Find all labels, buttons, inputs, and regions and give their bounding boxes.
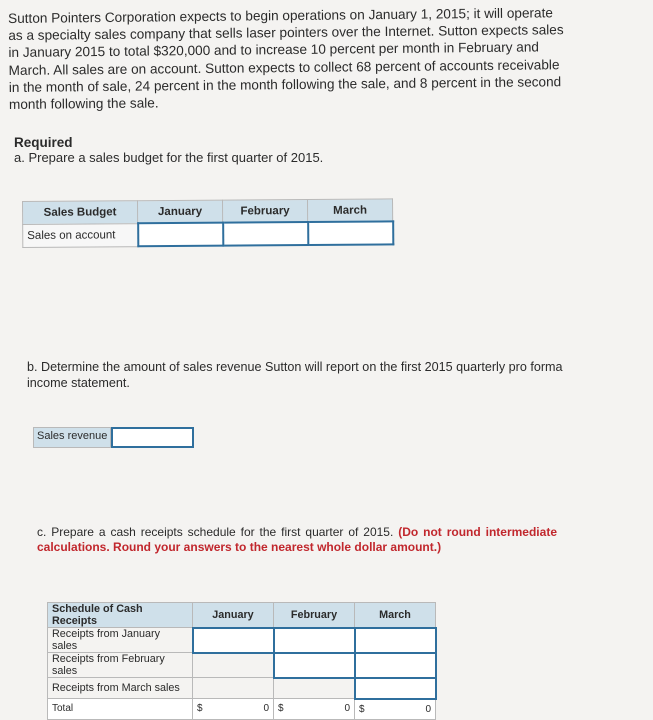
receipts-jan-sales-jan-input[interactable] [193,628,274,653]
receipts-jan-sales-mar-input[interactable] [355,628,436,653]
sales-on-account-row [23,221,393,247]
part-c-instruction: (Do not round intermediate calculations. Round your answers to the nearest whole dollar amount.) [37,525,557,554]
receipts-jan-sales-label: Receipts from January sales [48,628,193,653]
part-b-prompt: b. Determine the amount of sales revenue Sutton will report on the first 2015 quarterly pro forma income statement. [27,360,563,390]
required-heading: Required [14,135,73,150]
cash-receipts-header: Schedule of Cash Receipts [48,603,193,628]
receipts-mar-sales-label: Receipts from March sales [48,678,193,699]
total-feb [274,699,355,720]
total-feb-value: 0 [344,703,350,715]
cash-receipts-month-feb: February [274,603,355,628]
sales-revenue-field [33,427,194,448]
sales-mar-input[interactable] [308,221,393,245]
receipts-feb-sales-mar-input[interactable] [355,653,436,678]
sales-jan-input[interactable] [138,223,223,247]
receipts-mar-sales-jan-cell [193,678,274,699]
receipts-jan-sales-feb-input[interactable] [274,628,355,653]
receipts-mar-sales-mar-input[interactable] [355,678,436,699]
cash-receipts-month-jan: January [193,603,274,628]
receipts-feb-sales-jan-cell [193,653,274,678]
total-jan-currency: $ [197,703,203,715]
sales-on-account-label: Sales on account [23,223,138,247]
sales-revenue-label: Sales revenue [33,427,111,448]
part-a-prompt: a. Prepare a sales budget for the first quarter of 2015. [14,150,324,165]
sales-feb-input[interactable] [223,222,308,246]
table-row [48,628,436,653]
total-jan [193,699,274,720]
sales-budget-table [22,198,394,248]
sales-budget-header: Sales Budget [23,201,138,224]
sales-revenue-input[interactable] [111,427,194,448]
receipts-mar-sales-feb-cell [274,678,355,699]
sales-budget-month-jan: January [138,200,223,223]
cash-receipts-header-row [48,603,436,628]
part-c-text: c. Prepare a cash receipts schedule for the first quarter of 2015. [37,525,394,539]
sales-budget-month-feb: February [222,200,307,223]
sales-budget-header-row [23,199,393,224]
receipts-feb-sales-feb-input[interactable] [274,653,355,678]
total-mar-currency: $ [359,703,365,715]
total-jan-value: 0 [263,703,269,715]
table-row [48,653,436,678]
cash-receipts-month-mar: March [355,603,436,628]
receipts-feb-sales-label: Receipts from February sales [48,653,193,678]
total-label: Total [48,699,193,720]
total-feb-currency: $ [278,703,284,715]
cash-receipts-table [47,602,437,720]
problem-intro: Sutton Pointers Corporation expects to begin operations on January 1, 2015; it will operate as a specialty sales company that sells laser pointers over the Internet. Sutton expects sales in January 2015 to total $320,000 and to increase 10 percent per month in February and March. All sales are on account. Sutton expects to collect 68 percent of accounts receivable in the month of sale, 24 percent in the month following the sale, and 8 percent in the second month following the sale. [8,5,564,113]
table-row [48,678,436,699]
part-c-prompt [37,525,557,554]
total-mar-value: 0 [425,703,431,715]
sales-budget-month-mar: March [307,199,392,222]
total-row [48,699,436,720]
total-mar [355,699,436,720]
